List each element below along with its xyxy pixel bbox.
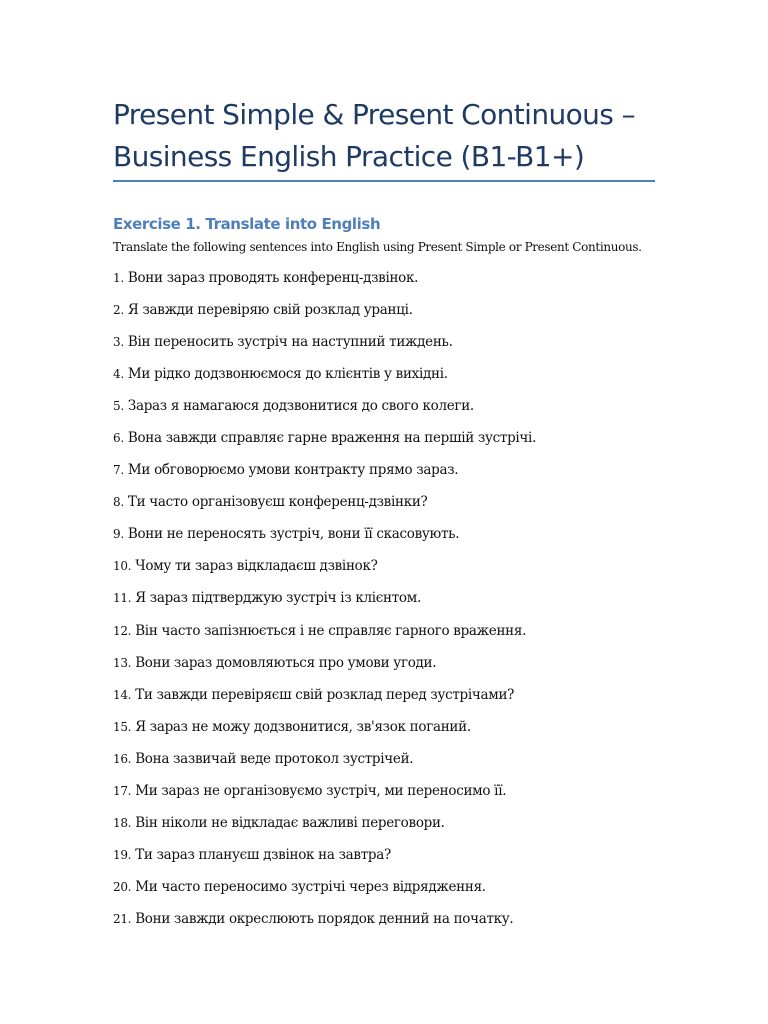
list-item (113, 811, 536, 843)
item-text: Він часто запізнюється і не справляє гарного враження. (135, 622, 527, 639)
item-number: 6. (113, 431, 124, 446)
list-item (113, 619, 536, 651)
item-number: 2. (113, 303, 124, 318)
item-number: 11. (113, 591, 132, 606)
item-number: 18. (113, 815, 132, 830)
item-text: Чому ти зараз відкладаєш дзвінок? (135, 558, 378, 575)
item-text: Ми зараз не організовуємо зустріч, ми переносимо її. (135, 782, 507, 799)
item-number: 7. (113, 463, 124, 478)
title-divider (113, 180, 655, 182)
page-title (113, 94, 673, 178)
item-number: 15. (113, 719, 132, 734)
list-item (113, 298, 536, 330)
list-item (113, 586, 536, 618)
item-text: Ти часто організовуєш конференц-дзвінки? (127, 494, 428, 511)
item-number: 16. (113, 751, 132, 766)
item-number: 9. (113, 527, 124, 542)
item-text: Він переносить зустріч на наступний тиждень. (127, 334, 453, 351)
item-number: 20. (113, 879, 132, 894)
list-item (113, 554, 536, 586)
item-number: 19. (113, 847, 132, 862)
list-item (113, 651, 536, 683)
list-item (113, 458, 536, 490)
list-item (113, 907, 536, 939)
item-text: Вони не переносять зустріч, вони її скасовують. (127, 526, 460, 543)
item-text: Зараз я намагаюся додзвонитися до свого колеги. (127, 398, 474, 415)
item-number: 13. (113, 655, 132, 670)
item-number: 1. (113, 271, 124, 285)
list-item (113, 266, 536, 298)
item-number: 3. (113, 335, 124, 350)
item-text: Він ніколи не відкладає важливі переговори. (135, 814, 445, 831)
item-number: 5. (113, 399, 124, 414)
item-text: Ти зараз плануєш дзвінок на завтра? (135, 846, 391, 863)
list-item (113, 330, 536, 362)
item-text: Ти завжди перевіряєш свій розклад перед зустрічами? (135, 686, 515, 703)
item-text: Вони завжди окреслюють порядок денний на початку. (135, 910, 514, 927)
page-title-line-2: Business English Practice (B1-B1+) (113, 140, 585, 173)
sentence-list (113, 266, 536, 939)
item-number: 4. (113, 367, 124, 382)
item-number: 17. (113, 783, 132, 798)
item-number: 8. (113, 495, 124, 510)
item-text: Вони зараз проводять конференц-дзвінок. (127, 270, 419, 286)
item-text: Я зараз підтверджую зустріч із клієнтом. (135, 590, 421, 607)
item-text: Ми часто переносимо зустрічі через відрядження. (135, 878, 486, 895)
item-text: Я зараз не можу додзвонитися, зв'язок поганий. (135, 718, 471, 735)
list-item (113, 362, 536, 394)
item-text: Я завжди перевіряю свій розклад уранці. (127, 302, 413, 319)
list-item (113, 747, 536, 779)
item-text: Вона завжди справляє гарне враження на першій зустрічі. (127, 430, 537, 447)
exercise-heading: Exercise 1. Translate into English (113, 215, 381, 233)
list-item (113, 715, 536, 747)
item-text: Ми обговорюємо умови контракту прямо зараз. (127, 462, 459, 479)
item-text: Вони зараз домовляються про умови угоди. (135, 654, 437, 671)
item-text: Вона зазвичай веде протокол зустрічей. (135, 750, 414, 767)
item-number: 14. (113, 687, 132, 702)
list-item (113, 522, 536, 554)
page-title-line-1: Present Simple & Present Continuous – (113, 98, 635, 131)
list-item (113, 875, 536, 907)
item-number: 21. (113, 911, 132, 926)
list-item (113, 394, 536, 426)
item-number: 10. (113, 559, 132, 574)
list-item (113, 490, 536, 522)
item-text: Ми рідко додзвонюємося до клієнтів у вихідні. (127, 366, 448, 383)
list-item (113, 843, 536, 875)
exercise-instruction: Translate the following sentences into English using Present Simple or Present Continuous. (113, 240, 642, 254)
list-item (113, 683, 536, 715)
list-item (113, 426, 536, 458)
item-number: 12. (113, 623, 132, 638)
list-item (113, 779, 536, 811)
